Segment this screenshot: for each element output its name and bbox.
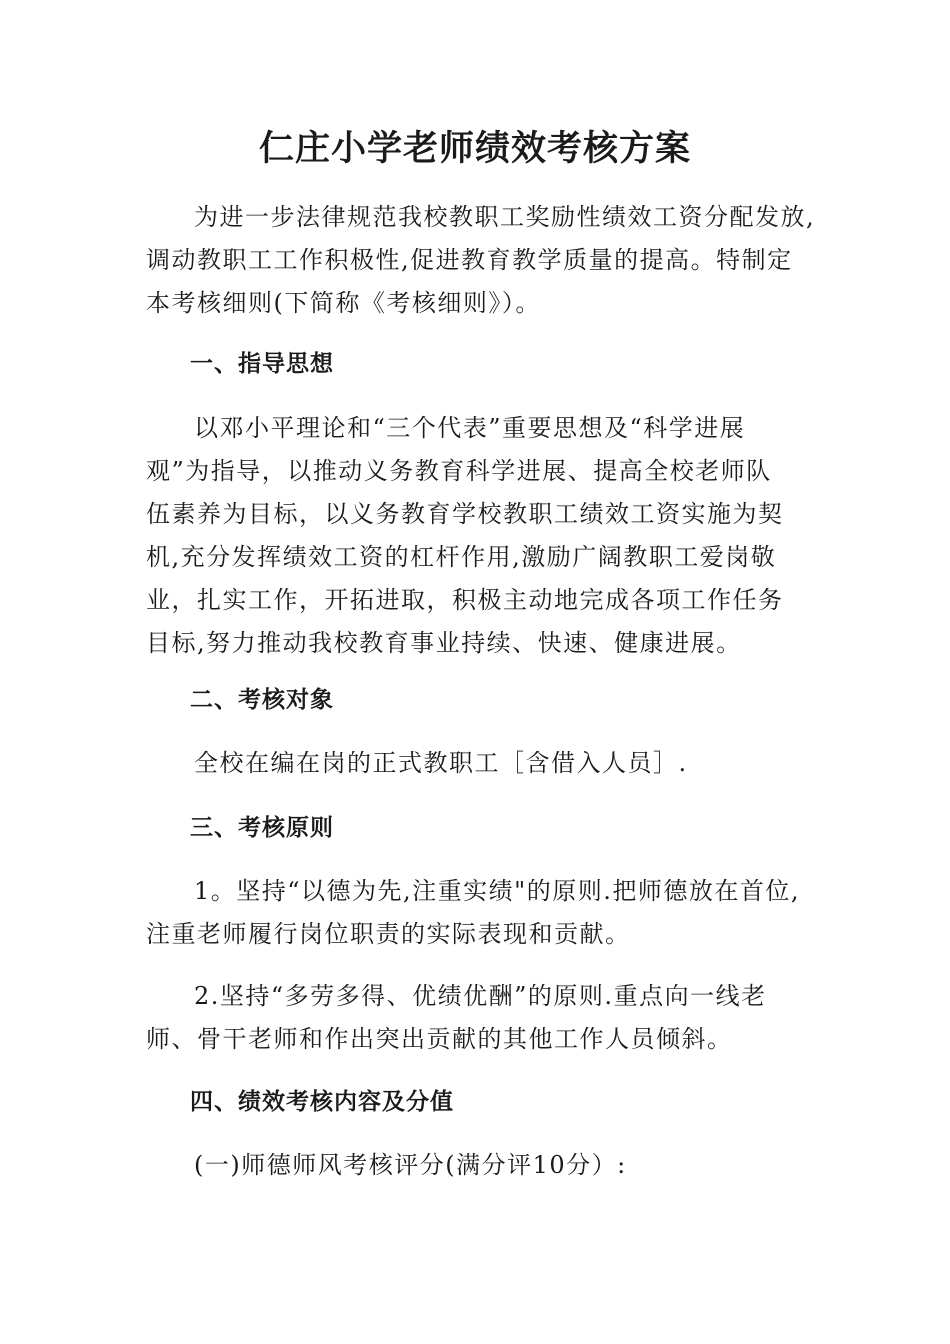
paragraph-line: (一)师德师风考核评分(满分评10分）: (194, 1151, 627, 1179)
paragraph-line: 伍素养为目标，以义务教育学校教职工绩效工资实施为契 (146, 500, 784, 528)
section-heading-assessment-content: 四、绩效考核内容及分值 (190, 1089, 454, 1115)
paragraph-line: 师、骨干老师和作出突出贡献的其他工作人员倾斜。 (146, 1025, 733, 1053)
sub-item-ethics-scoring (146, 1144, 818, 1187)
intro-line: 为进一步法律规范我校教职工奖励性绩效工资分配发放, (194, 203, 816, 231)
document-title: 仁庄小学老师绩效考核方案 (258, 129, 691, 169)
paragraph-line: 以邓小平理论和“三个代表”重要思想及“科学进展 (194, 414, 746, 442)
section-heading-assessment-targets: 二、考核对象 (190, 687, 334, 713)
principle-2-paragraph (146, 975, 818, 1061)
paragraph-line: 观”为指导，以推动义务教育科学进展、提高全校老师队 (146, 457, 772, 485)
paragraph-line: 注重老师履行岗位职责的实际表现和贡献。 (146, 920, 631, 948)
section-heading-guiding-ideology: 一、指导思想 (190, 351, 334, 377)
paragraph-line: 2.坚持“多劳多得、优绩优酬”的原则.重点向一线老 (194, 982, 767, 1010)
paragraph-line: 目标,努力推动我校教育事业持续、快速、健康进展。 (146, 629, 742, 657)
paragraph-line: 1。坚持“以德为先,注重实绩"的原则.把师德放在首位, (194, 877, 800, 905)
paragraph-line: 全校在编在岗的正式教职工［含借入人员］. (194, 749, 688, 777)
principle-1-paragraph (146, 870, 818, 956)
intro-paragraph (146, 196, 818, 325)
paragraph-line: 机,充分发挥绩效工资的杠杆作用,激励广阔教职工爱岗敬 (146, 543, 777, 571)
intro-line: 调动教职工工作积极性,促进教育教学质量的提高。特制定 (146, 246, 793, 274)
intro-line: 本考核细则(下简称《考核细则》）。 (146, 289, 541, 317)
guiding-ideology-paragraph (146, 407, 818, 665)
assessment-targets-paragraph (146, 742, 818, 785)
section-heading-assessment-principles: 三、考核原则 (190, 815, 334, 841)
paragraph-line: 业，扎实工作，开拓进取，积极主动地完成各项工作任务 (146, 586, 784, 614)
